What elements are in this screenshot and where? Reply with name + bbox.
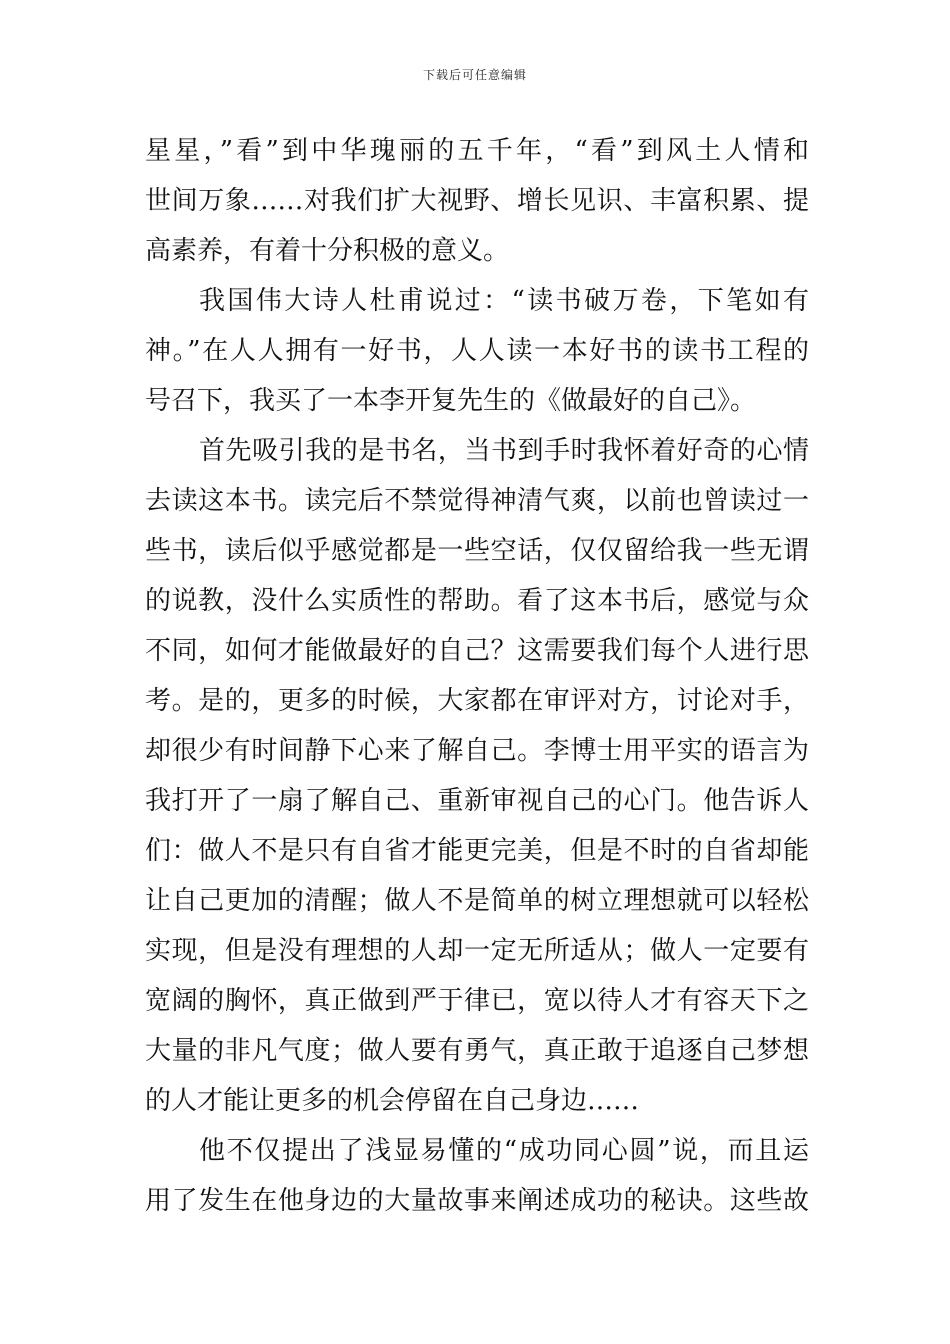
text-line: 的人才能让更多的机会停留在自己身边…… — [145, 1086, 640, 1116]
text-line: 星星，”看”到中华瑰丽的五千年，“看”到风土人情和 — [145, 136, 809, 166]
text-line: 神。”在人人拥有一好书，人人读一本好书的读书工程的 — [145, 336, 809, 366]
paragraph — [145, 426, 809, 1126]
text-line: 用了发生在他身边的大量故事来阐述成功的秘诀。这些故 — [145, 1186, 809, 1216]
text-line: 高素养，有着十分积极的意义。 — [145, 236, 510, 266]
paragraph — [145, 1126, 809, 1226]
text-line: 他不仅提出了浅显易懂的“成功同心圆”说，而且运 — [199, 1136, 809, 1166]
text-line: 些书，读后似乎感觉都是一些空话，仅仅留给我一些无谓 — [145, 536, 809, 566]
text-line: 首先吸引我的是书名，当书到手时我怀着好奇的心情 — [199, 436, 809, 466]
text-line: 考。是的，更多的时候，大家都在审评对方，讨论对手， — [145, 686, 809, 716]
text-line: 我打开了一扇了解自己、重新审视自己的心门。他告诉人 — [145, 786, 809, 816]
text-line: 的说教，没什么实质性的帮助。看了这本书后，感觉与众 — [145, 586, 809, 616]
page-header: 下载后可任意编辑 — [422, 68, 527, 82]
text-line: 大量的非凡气度；做人要有勇气，真正敢于追逐自己梦想 — [145, 1036, 809, 1066]
paragraph — [145, 126, 809, 276]
document-body — [145, 126, 809, 1226]
text-line: 们：做人不是只有自省才能更完美，但是不时的自省却能 — [145, 836, 809, 866]
text-line: 不同，如何才能做最好的自己？这需要我们每个人进行思 — [145, 636, 809, 666]
text-line: 世间万象……对我们扩大视野、增长见识、丰富积累、提 — [145, 186, 809, 216]
text-line: 却很少有时间静下心来了解自己。李博士用平实的语言为 — [145, 736, 809, 766]
text-line: 宽阔的胸怀，真正做到严于律已，宽以待人才有容天下之 — [145, 986, 809, 1016]
text-line: 号召下，我买了一本李开复先生的《做最好的自己》。 — [145, 386, 757, 416]
paragraph — [145, 276, 809, 426]
text-line: 去读这本书。读完后不禁觉得神清气爽，以前也曾读过一 — [145, 486, 809, 516]
text-line: 我国伟大诗人杜甫说过：“读书破万卷，下笔如有 — [199, 286, 809, 316]
text-line: 让自己更加的清醒；做人不是简单的树立理想就可以轻松 — [145, 886, 809, 916]
text-line: 实现，但是没有理想的人却一定无所适从；做人一定要有 — [145, 936, 809, 966]
